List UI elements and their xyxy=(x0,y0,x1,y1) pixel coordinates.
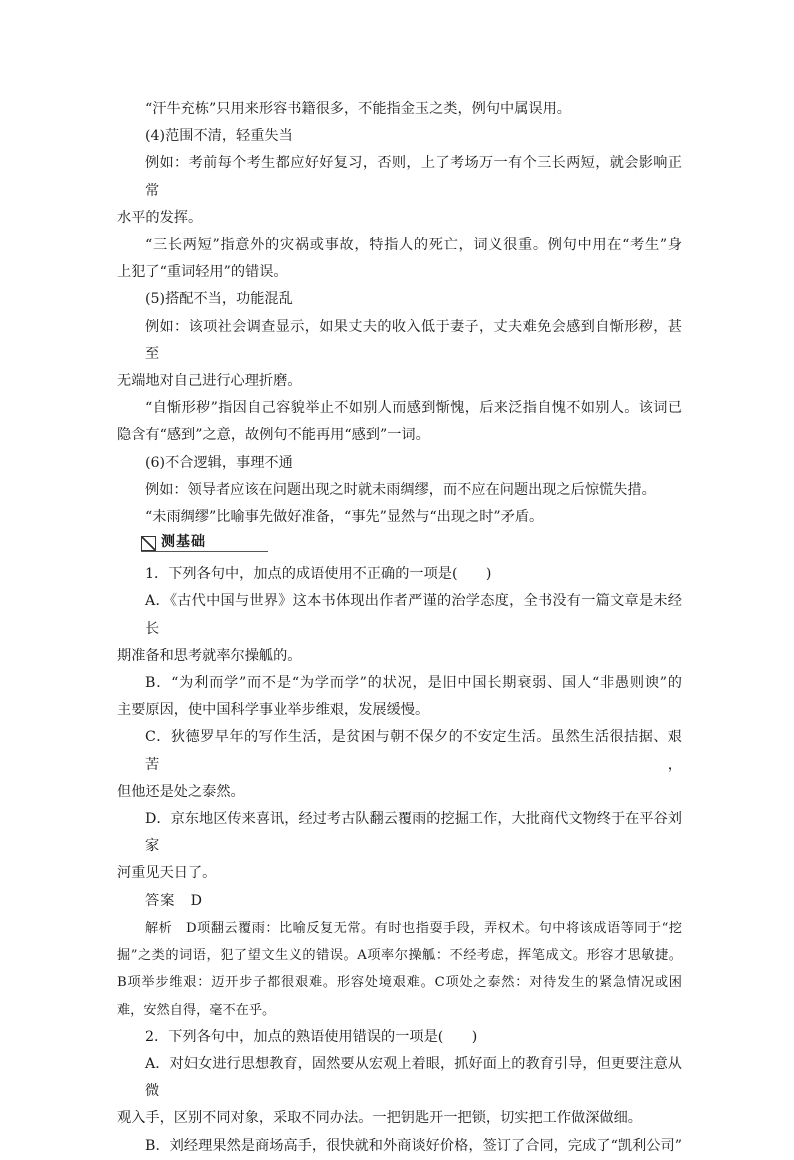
section-header xyxy=(117,533,682,559)
question-line: B．“为利而学”而不是“为学而学”的状况，是旧中国长期衰弱、国人“非愚则谀”的 xyxy=(145,675,682,692)
question-line: D．京东地区传来喜讯，经过考古队翻云覆雨的挖掘工作，大批商代文物终于在平谷刘家 xyxy=(145,811,682,855)
text-line: “汗牛充栋”只用来形容书籍很多，不能指金玉之类，例句中属误用。 xyxy=(145,101,571,117)
section-marker-icon xyxy=(141,536,156,551)
text-line: “自惭形秽”指因自己容貌举止不如别人而感到惭愧，后来泛指自愧不如别人。该词已 xyxy=(145,400,682,417)
question-line: A．对妇女进行思想教育，固然要从宏观上着眼，抓好面上的教育引导，但更要注意从微 xyxy=(145,1055,682,1100)
section-title: 测基础 xyxy=(161,534,206,551)
text-line: 例如：该项社会调查显示，如果丈夫的收入低于妻子，丈夫难免会感到自惭形秽，甚至 xyxy=(145,318,682,362)
question-1-block xyxy=(117,561,682,887)
text-line: 上犯了“重词轻用”的错误。 xyxy=(117,264,288,281)
text-line: 隐含有“感到”之意，故例句不能再用“感到”一词。 xyxy=(117,427,430,444)
question-line: 期准备和思考就率尔操觚的。 xyxy=(117,647,302,664)
text-line: (5)搭配不当，功能混乱 xyxy=(145,291,293,308)
question-line: 河重见天日了。 xyxy=(117,865,217,882)
question-line: C．狄德罗早年的写作生活，是贫困与朝不保夕的不安定生活。虽然生活很拮据、艰苦， xyxy=(145,729,682,773)
text-line: 水平的发挥。 xyxy=(117,209,203,226)
analysis-line: 解析 D项翻云覆雨：比喻反复无常。有时也指耍手段，弄权术。句中将该成语等同于“挖 xyxy=(145,920,682,936)
text-line: 例如：考前每个考生都应好好复习，否则，上了考场万一有个三长两短，就会影响正常 xyxy=(145,155,682,199)
question-line: 观入手，区别不同对象，采取不同办法。一把钥匙开一把锁，切实把工作做深做细。 xyxy=(117,1110,642,1127)
explanation-block xyxy=(117,96,682,531)
text-line: “未雨绸缪”比喻事先做好准备，“事先”显然与“出现之时”矛盾。 xyxy=(145,509,544,526)
text-line: 无端地对自己进行心理折磨。 xyxy=(117,373,302,390)
question-line: 1．下列各句中，加点的成语使用不正确的一项是( ) xyxy=(145,566,492,583)
question-line: B．刘经理果然是商场高手，很快就和外商谈好价格，签订了合同，完成了“凯利公司” xyxy=(145,1137,682,1154)
question-2-block xyxy=(117,1024,682,1160)
analysis-line: 掘”之类的词语，犯了望文生义的错误。A项率尔操觚：不经考虑，挥笔成文。形容才思敏捷。 xyxy=(117,948,682,964)
analysis-block xyxy=(117,915,682,1024)
answer-line: 答案 D xyxy=(145,892,203,909)
question-line: 但他还是处之泰然。 xyxy=(117,783,245,800)
text-line: “三长两短”指意外的灾祸或事故，特指人的死亡，词义很重。例句中用在“考生”身 xyxy=(145,237,682,254)
document-page xyxy=(117,96,682,1160)
analysis-line: B项举步维艰：迈开步子都很艰难。形容处境艰难。C项处之泰然：对待发生的紧急情况或困 xyxy=(117,975,682,991)
text-line: (6)不合逻辑，事理不通 xyxy=(145,454,293,471)
question-line: A．《古代中国与世界》这本书体现出作者严谨的治学态度，全书没有一篇文章是未经长 xyxy=(145,593,682,637)
text-line: (4)范围不清，轻重失当 xyxy=(145,128,293,145)
question-line: 主要原因，使中国科学事业举步维艰，发展缓慢。 xyxy=(117,702,430,719)
analysis-line: 难，安然自得，毫不在乎。 xyxy=(117,1002,276,1018)
text-line: 例如：领导者应该在问题出现之时就未雨绸缪，而不应在问题出现之后惊慌失措。 xyxy=(145,481,656,498)
question-line: 2．下列各句中，加点的熟语使用错误的一项是( ) xyxy=(145,1028,478,1045)
